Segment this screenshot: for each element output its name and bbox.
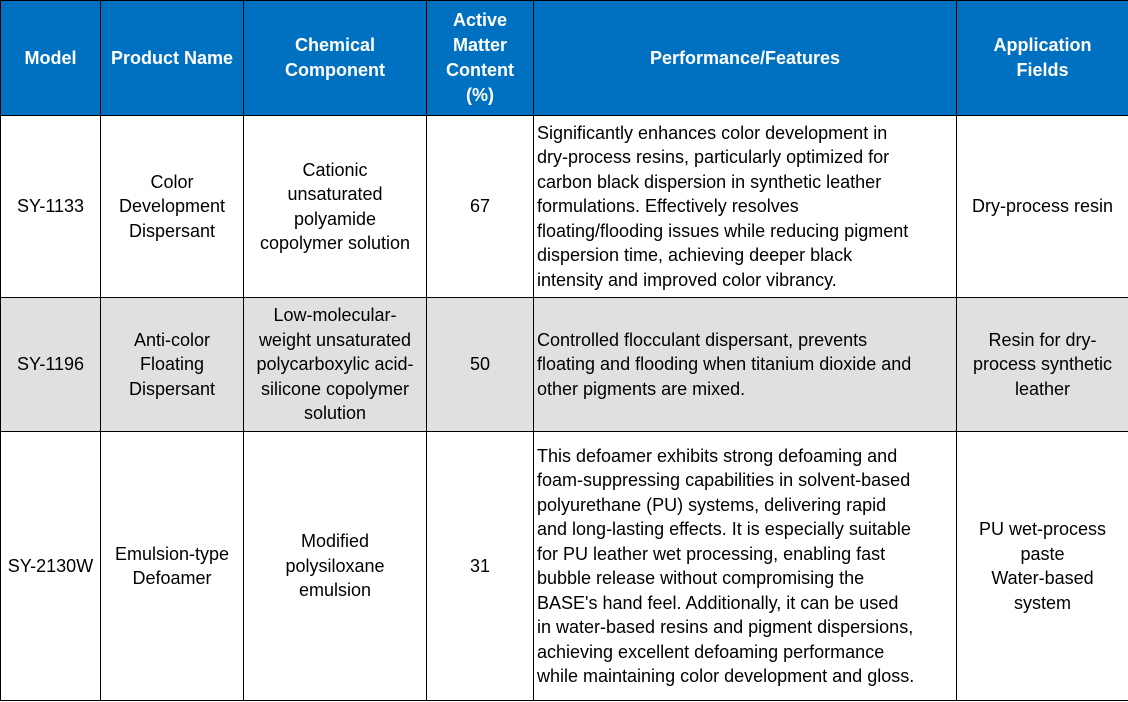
cell-product-name: Emulsion-type Defoamer bbox=[101, 432, 244, 701]
cell-performance: This defoamer exhibits strong defoaming and foam-suppressing capabilities in solvent-based polyurethane (PU) systems, delivering rapid and long-lasting effects. It is especially suitable for PU leather wet processing, enabling fast bubble release without compromising the BASE's hand feel. Additionally, it can be used in water-based resins and pigment dispersions, achieving excellent defoaming performance while maintaining color development and gloss. bbox=[534, 432, 957, 701]
header-row bbox=[1, 1, 1128, 116]
cell-chemical-component: Modified polysiloxane emulsion bbox=[244, 432, 427, 701]
header-application-fields: Application Fields bbox=[957, 1, 1128, 116]
cell-application: PU wet-process paste Water-based system bbox=[957, 432, 1128, 701]
table-row bbox=[1, 298, 1128, 432]
cell-model: SY-2130W bbox=[1, 432, 101, 701]
cell-chemical-component: Low-molecular- weight unsaturated polycarboxylic acid- silicone copolymer solution bbox=[244, 298, 427, 432]
header-model: Model bbox=[1, 1, 101, 116]
cell-application: Dry-process resin bbox=[957, 116, 1128, 298]
cell-performance: Controlled flocculant dispersant, prevents floating and flooding when titanium dioxide and other pigments are mixed. bbox=[534, 298, 957, 432]
header-chemical-component: Chemical Component bbox=[244, 1, 427, 116]
header-product-name: Product Name bbox=[101, 1, 244, 116]
header-performance-features: Performance/Features bbox=[534, 1, 957, 116]
header-active-matter-content: Active Matter Content (%) bbox=[427, 1, 534, 116]
cell-active-matter: 67 bbox=[427, 116, 534, 298]
cell-active-matter: 31 bbox=[427, 432, 534, 701]
cell-active-matter: 50 bbox=[427, 298, 534, 432]
cell-application: Resin for dry- process synthetic leather bbox=[957, 298, 1128, 432]
cell-model: SY-1196 bbox=[1, 298, 101, 432]
cell-chemical-component: Cationic unsaturated polyamide copolymer solution bbox=[244, 116, 427, 298]
cell-product-name: Color Development Dispersant bbox=[101, 116, 244, 298]
table-row bbox=[1, 432, 1128, 701]
cell-performance: Significantly enhances color development in dry-process resins, particularly optimized for carbon black dispersion in synthetic leather formulations. Effectively resolves floating/flooding issues while reducing pigment dispersion time, achieving deeper black intensity and improved color vibrancy. bbox=[534, 116, 957, 298]
table-row bbox=[1, 116, 1128, 298]
cell-product-name: Anti-color Floating Dispersant bbox=[101, 298, 244, 432]
cell-model: SY-1133 bbox=[1, 116, 101, 298]
